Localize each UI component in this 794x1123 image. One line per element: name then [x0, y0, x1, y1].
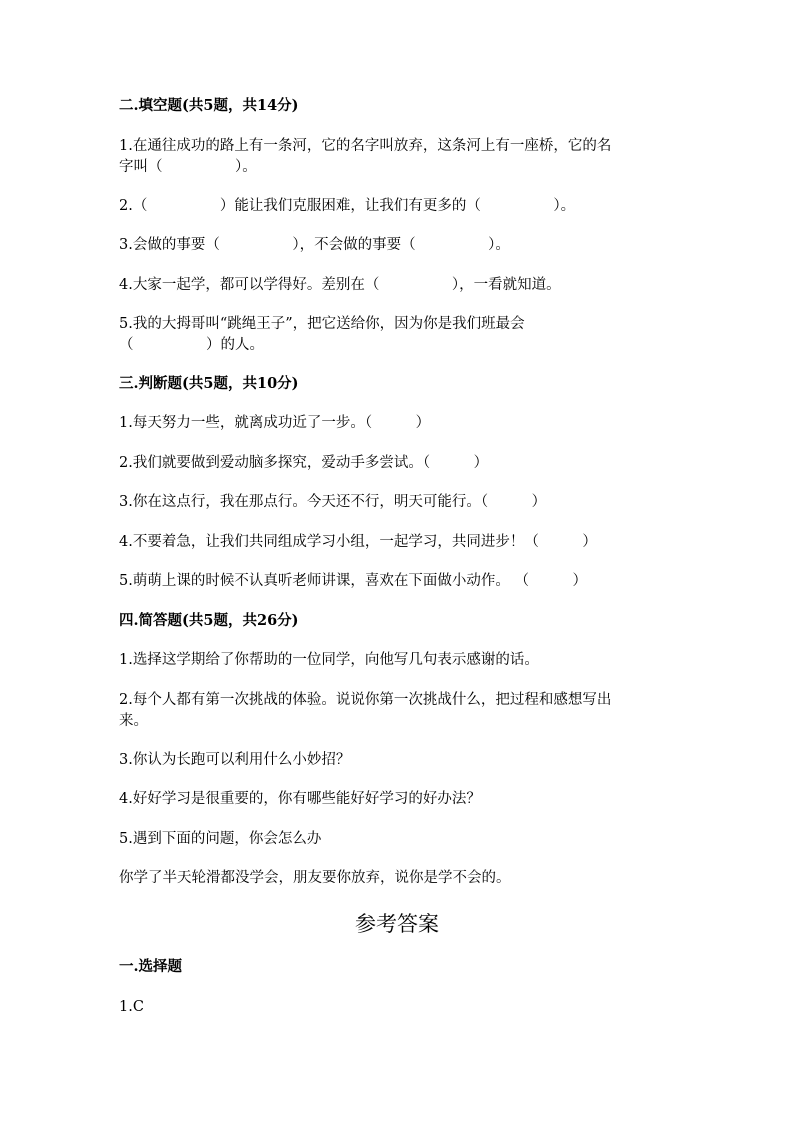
judge-question-3: 3.你在这点行，我在那点行。今天还不行，明天可能行。（ ）: [119, 494, 547, 510]
judge-question-1: 1.每天努力一些，就离成功近了一步。（ ）: [119, 415, 431, 431]
short-question-5-detail: 你学了半天轮滑都没学会，朋友要你放弃，说你是学不会的。: [119, 870, 511, 886]
short-question-5: 5.遇到下面的问题，你会怎么办: [119, 831, 322, 847]
judge-question-5: 5.萌萌上课的时候不认真听老师讲课，喜欢在下面做小动作。 （ ）: [119, 573, 587, 589]
fill-question-4: 4.大家一起学，都可以学得好。差别在（ ），一看就知道。: [119, 277, 561, 293]
answers-title: 参考答案: [355, 912, 439, 936]
short-question-4: 4.好好学习是很重要的，你有哪些能好好学习的好办法？: [119, 791, 481, 807]
fill-question-5-line1: 5.我的大拇哥叫“跳绳王子”，把它送给你，因为你是我们班最会: [119, 316, 525, 332]
short-question-1: 1.选择这学期给了你帮助的一位同学，向他写几句表示感谢的话。: [119, 652, 539, 668]
fill-question-1-line2: 字叫（ ）。: [119, 159, 257, 175]
answers-section1-heading: 一.选择题: [119, 958, 183, 975]
section4-heading: 四.简答题(共5题，共26分): [119, 612, 299, 629]
fill-question-5-line2: （ ）的人。: [119, 337, 264, 353]
short-question-3: 3.你认为长跑可以利用什么小妙招？: [119, 752, 351, 768]
section2-heading: 二.填空题(共5题，共14分): [119, 97, 299, 114]
judge-question-2: 2.我们就要做到爱动脑多探究，爱动手多尝试。（ ）: [119, 455, 489, 471]
fill-question-2: 2.（ ）能让我们克服困难，让我们有更多的（ ）。: [119, 198, 576, 214]
judge-question-4: 4.不要着急，让我们共同组成学习小组，一起学习，共同进步！（ ）: [119, 534, 597, 550]
short-question-2-line2: 来。: [119, 713, 148, 729]
fill-question-3: 3.会做的事要（ ），不会做的事要（ ）。: [119, 237, 510, 253]
fill-question-1-line1: 1.在通往成功的路上有一条河，它的名字叫放弃，这条河上有一座桥，它的名: [119, 138, 612, 154]
section3-heading: 三.判断题(共5题，共10分): [119, 375, 299, 392]
short-question-2-line1: 2.每个人都有第一次挑战的体验。说说你第一次挑战什么，把过程和感想写出: [119, 692, 612, 708]
answer-1: 1.C: [119, 999, 144, 1015]
